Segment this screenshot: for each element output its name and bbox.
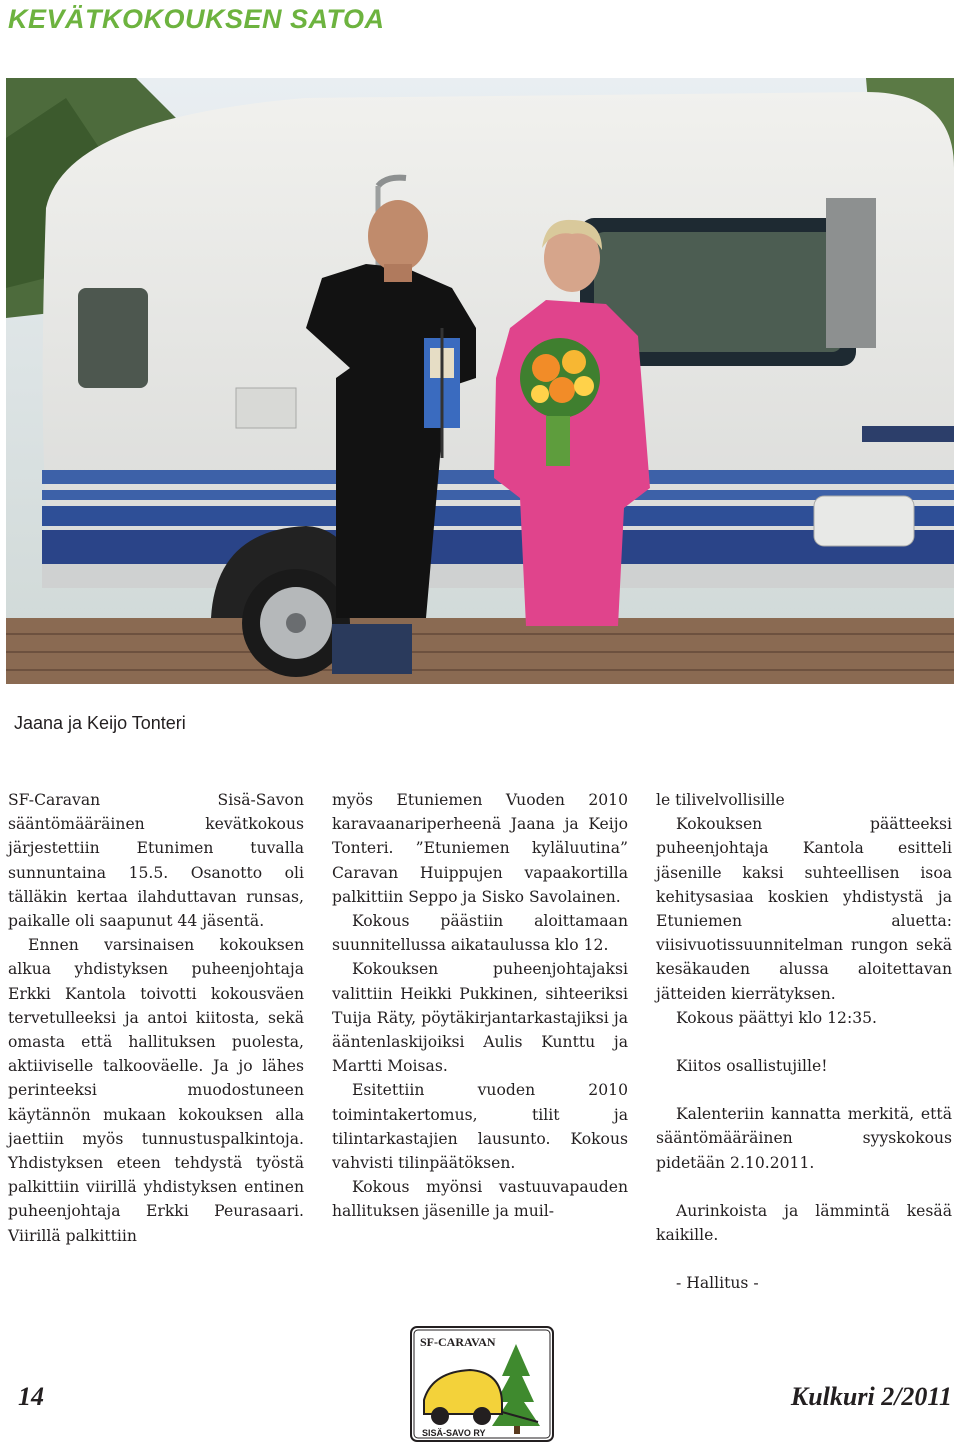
article-heading: KEVÄTKOKOUKSEN SATOA [8,4,385,34]
paragraph: Kokous päästiin aloittamaan suunnitellussa aikataulussa klo 12. [332,912,628,955]
paragraph: Kalenteriin kannatta merkitä, että sääntömääräinen syyskokous pidetään 2.10.2011. [656,1105,952,1172]
paragraph: Kiitos osallistujille! [676,1057,828,1076]
paragraph: Esitettiin vuoden 2010 toimintakertomus, tilit ja tilintarkastajien lausunto. Kokous vahvisti tilinpäätöksen. [332,1081,628,1173]
paragraph: Kokouksen puheenjohtajaksi valittiin Heikki Pukkinen, sihteeriksi Tuija Räty, pöytäkirjantarkastajiksi ja ääntenlaskijoiksi Aulis Kunttu ja Martti Moisas. [332,960,628,1076]
paragraph: Kokous päättyi klo 12:35. [676,1008,877,1027]
article-column-3 [656,788,952,1295]
page-number: 14 [18,1382,44,1411]
paragraph: Aurinkoista ja lämmintä kesää kaikille. [656,1201,952,1245]
issue-label: Kulkuri 2/2011 [790,1382,952,1411]
article-column-2 [332,788,628,1224]
logo-bottom-text: SISÄ-SAVO RY [422,1428,486,1438]
article-column-1 [8,788,304,1248]
paragraph: myös Etuniemen Vuoden 2010 karavaanariperheenä Jaana ja Keijo Tonteri. ”Etuniemen kyläluutina” Caravan Huippujen vapaakortilla palkittiin Seppo ja Sisko Savolainen. [332,791,628,906]
logo-top-text: SF-CARAVAN [420,1335,496,1349]
signature: - Hallitus - [676,1274,759,1293]
photo-caption: Jaana ja Keijo Tonteri [14,713,186,733]
paragraph: Kokouksen päätteeksi puheenjohtaja Kantola esitteli jäsenille kaksi suhteellisen isoa kehitysasiaa koskien yhdistystä ja Etuniemen aluetta: viisivuotissuunnitelman rungon sekä kesäkauden alussa aloitettavan jätteiden kierrätyksen. [656,815,952,1003]
paragraph: le tilivelvollisille [656,791,785,809]
article-photo [6,78,954,684]
paragraph: Kokous myönsi vastuuvapauden hallituksen jäsenille ja muil- [332,1178,628,1221]
paragraph: SF-Caravan Sisä-Savon sääntömääräinen kevätkokous järjestettiin Etunimen tuvalla sunnuntaina 15.5. Osanotto oli tälläkin kertaa ilahduttavan runsas, paikalle oli saapunut 44 jäsentä. [8,791,304,931]
club-logo [410,1326,554,1442]
paragraph: Ennen varsinaisen kokouksen alkua yhdistyksen puheenjohtaja Erkki Kantola toivotti kokousväen tervetulleeksi ja antoi kiitosta, sekä omasta että hallituksen puolesta, aktiiviselle talkooväelle. Ja jo lähes perinteeksi muodostuneen käytännön mukaan kokouksen alla jaettiin myös tunnustuspalkintoja. Yhdistyksen eteen tehdystä työstä palkittiin viirillä yhdistyksen entinen puheenjohtaja Erkki Peurasaari. Viirillä palkittiin [8,936,304,1245]
